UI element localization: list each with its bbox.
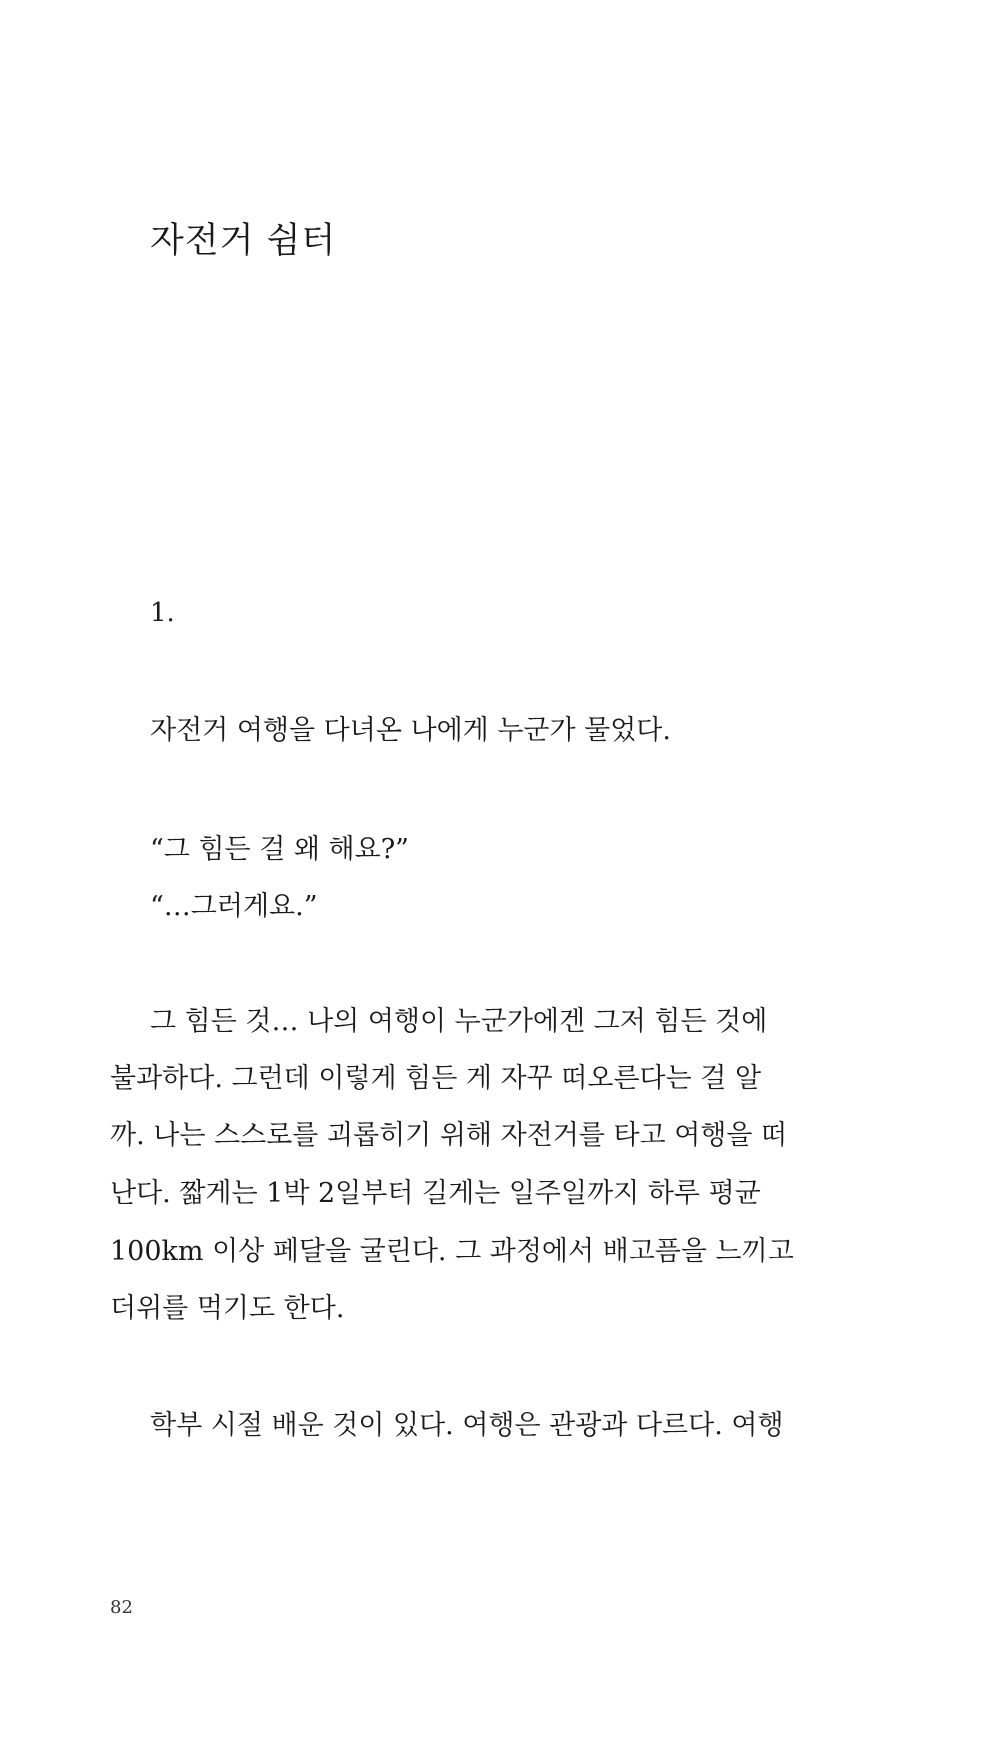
paragraph-line: 학부 시절 배운 것이 있다. 여행은 관광과 다르다. 여행 (150, 1410, 784, 1441)
paragraph-line: 까. 나는 스스로를 괴롭히기 위해 자전거를 타고 여행을 떠 (110, 1120, 788, 1151)
paragraph-line: 자전거 여행을 다녀온 나에게 누군가 물었다. (150, 715, 671, 746)
paragraph-line: 더위를 먹기도 한다. (110, 1293, 345, 1324)
page-number: 82 (110, 1597, 133, 1618)
paragraph-line: 불과하다. 그런데 이렇게 힘든 게 자꾸 떠오른다는 걸 알 (110, 1063, 762, 1094)
dialogue-line: “…그러게요.” (150, 891, 318, 922)
paragraph-line: 100km 이상 페달을 굴린다. 그 과정에서 배고픔을 느끼고 (110, 1236, 794, 1267)
paragraph-line: 난다. 짧게는 1박 2일부터 길게는 일주일까지 하루 평균 (110, 1178, 761, 1209)
dialogue-line: “그 힘든 걸 왜 해요?” (150, 834, 409, 865)
section-number: 1. (150, 598, 175, 628)
paragraph-line: 그 힘든 것… 나의 여행이 누군가에겐 그저 힘든 것에 (150, 1006, 768, 1037)
chapter-title: 자전거 쉼터 (150, 221, 337, 261)
